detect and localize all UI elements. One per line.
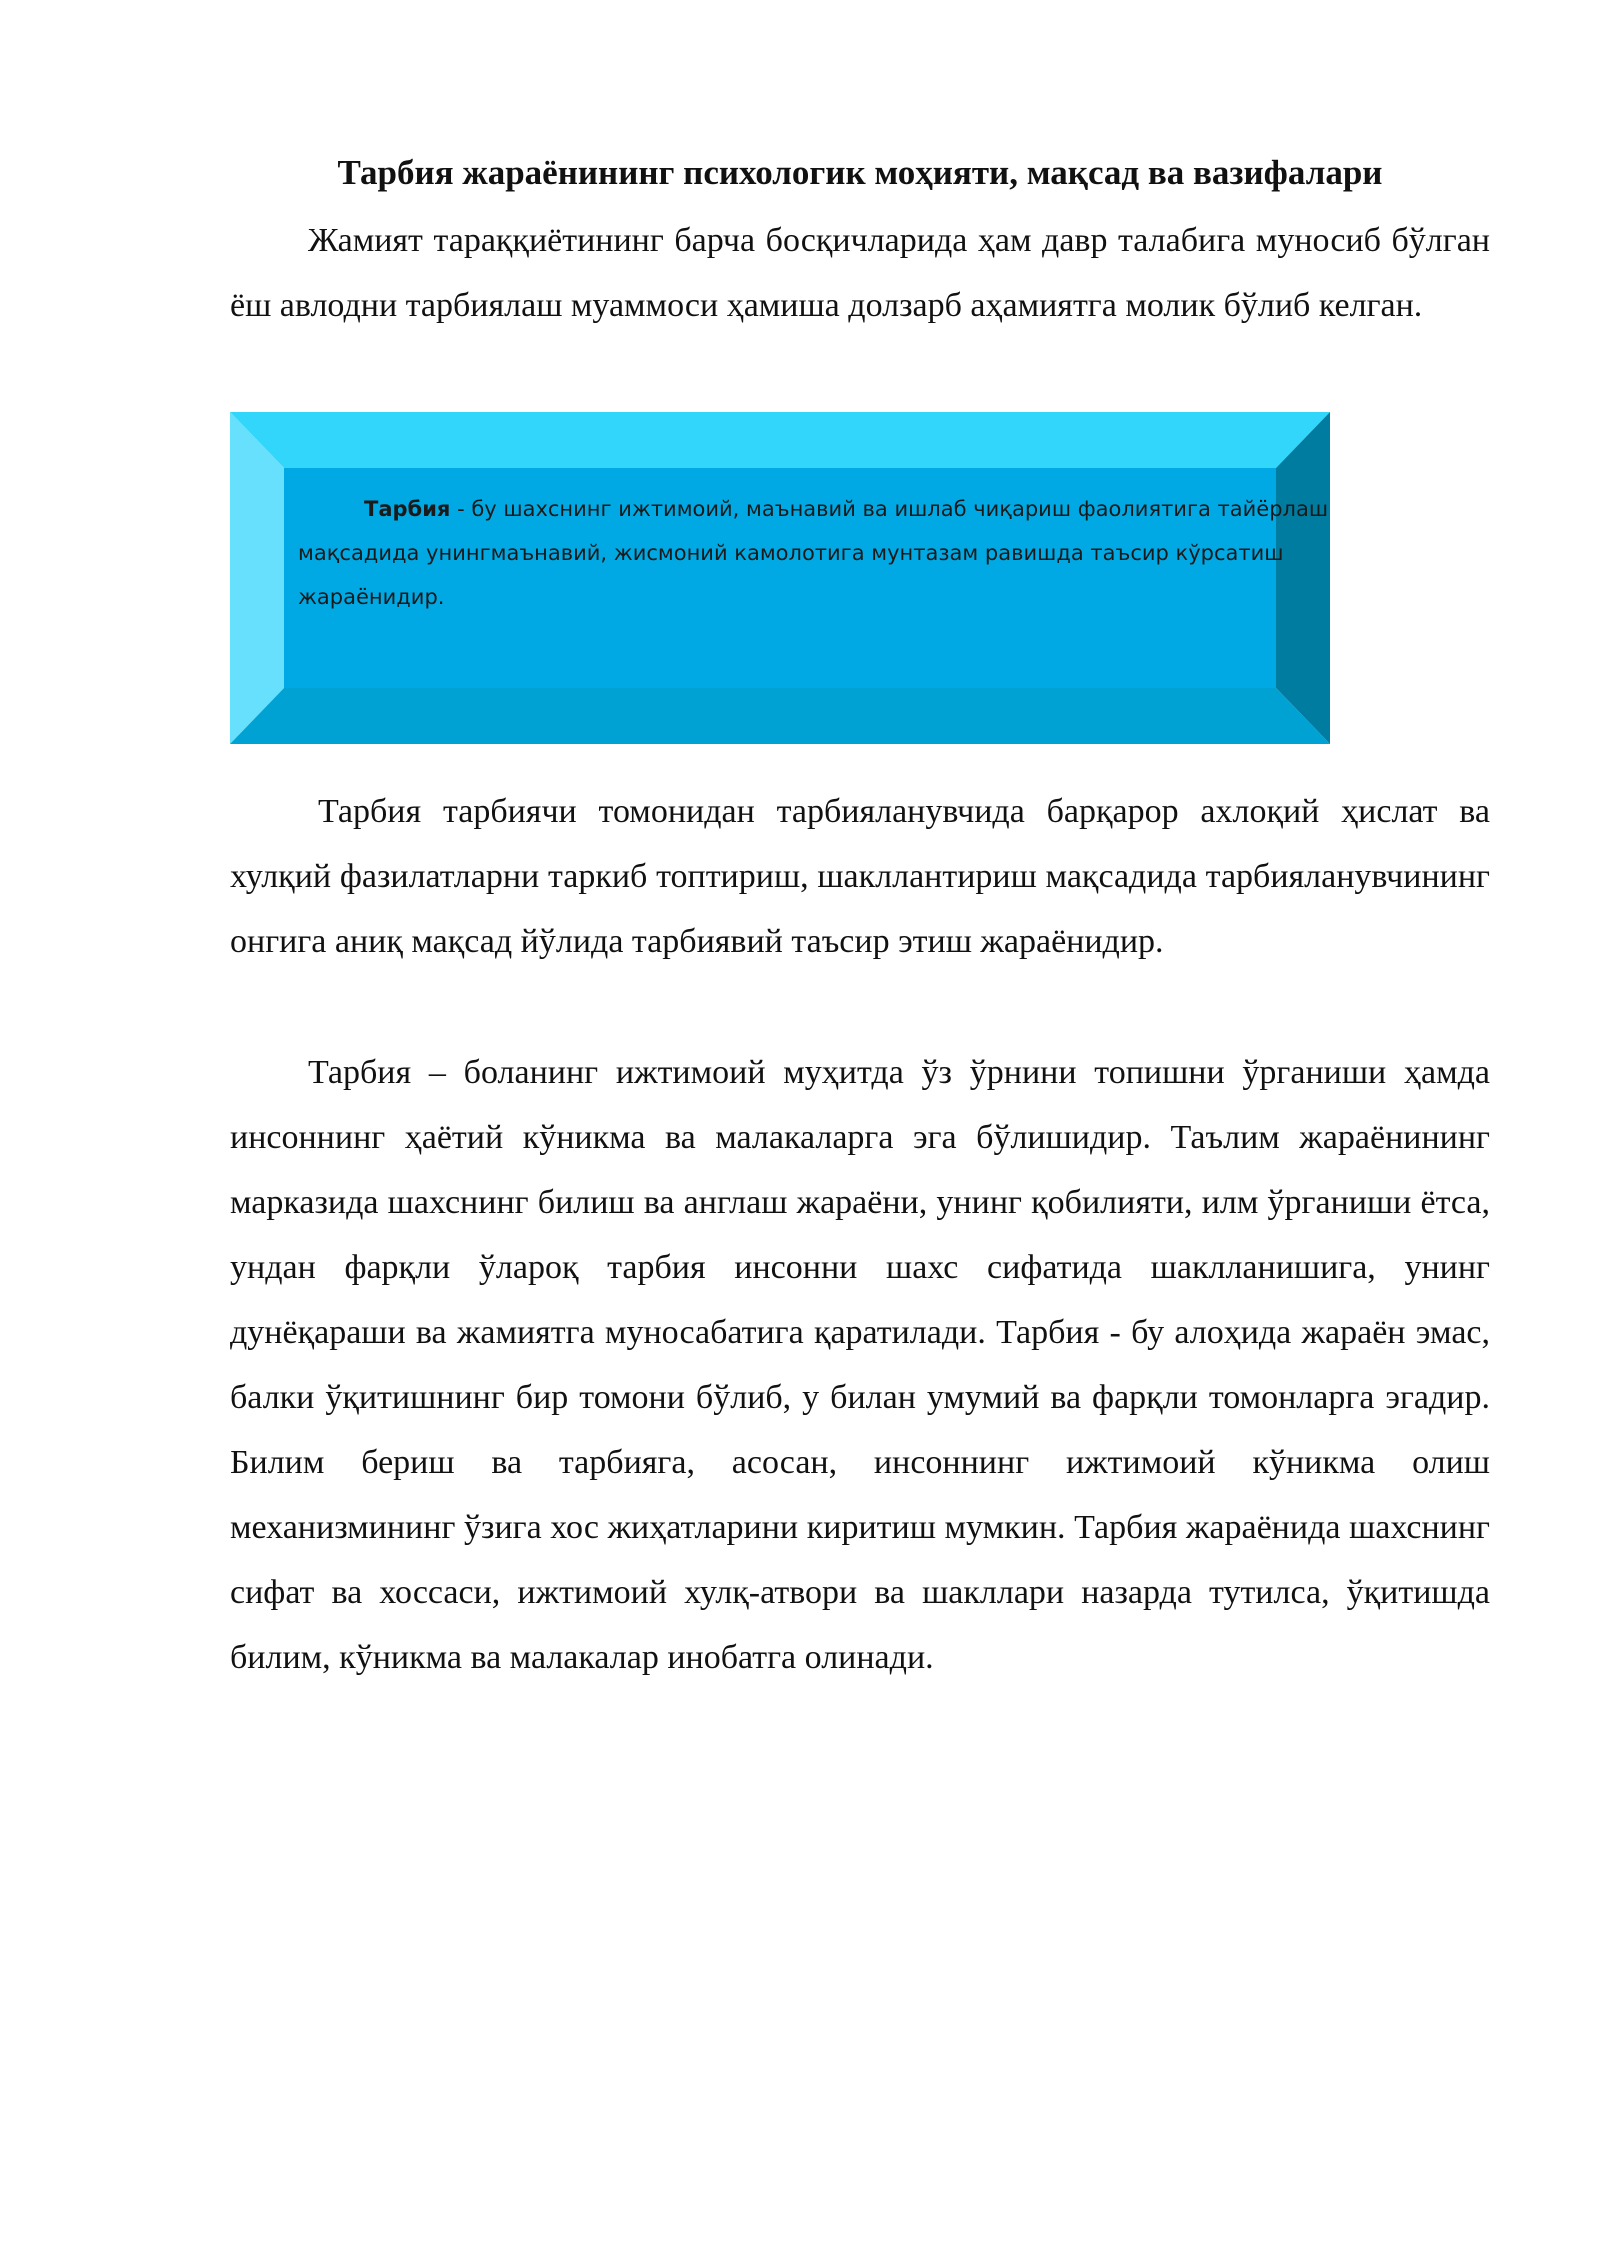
intro-paragraph: Жамият тараққиётининг барча босқичларида ҳам давр талабига муносиб бўлган ёш авлодни тарбиялаш муаммоси ҳамиша долзарб аҳамиятга молик бўлиб келган. — [230, 222, 1490, 324]
document-heading: Тарбия жараёнининг психологик моҳияти, мақсад ва вазифалари — [337, 153, 1383, 192]
bevel-left-face — [230, 412, 284, 744]
paragraph-2: Тарбия тарбиячи томонидан тарбияланувчида барқарор ахлоқий ҳислат ва хулқий фазилатларни таркиб топтириш, шакллантириш мақсадида тарбияланувчининг онгига аниқ мақсад йўлида тарбиявий таъсир этиш жараёнидир. — [230, 793, 1490, 960]
paragraph-3: Тарбия – боланинг ижтимоий муҳитда ўз ўрнини топишни ўрганиши ҳамда инсоннинг ҳаётий кўникма ва малакаларга эга бўлишидир. Таълим жараёнининг марказида шахснинг билиш ва англаш жараёни, унинг қобилияти, илм ўрганиши ётса, ундан фарқли ўлароқ тарбия инсонни шахс сифатида шаклланишига, унинг дунёқараши ва жамиятга муносабатига қаратилади. Тарбия - бу алоҳида жараён эмас, балки ўқитишнинг бир томони бўлиб, у билан умумий ва фарқли томонларга эгадир. Билим бериш ва тарбияга, асосан, инсоннинг ижтимоий кўникма олиш механизмининг ўзига хос жиҳатларини киритиш мумкин. Тарбия жараёнида шахснинг сифат ва хоссаси, ижтимоий хулқ-атвори ва шакллари назарда тутилса, ўқитишда билим, кўникма ва малакалар инобатга олинади. — [230, 1054, 1490, 1676]
bevel-top-face — [230, 412, 1330, 468]
definition-body: - бу шахснинг ижтимоий, маънавий ва ишлаб чиқариш фаолиятига тайёрлаш мақсадида унингмаънавий, жисмоний камолотига мунтазам равишда таъсир кўрсатиш жараёнидир. — [298, 497, 1329, 609]
definition-box — [230, 412, 1330, 744]
definition-term: Тарбия — [364, 497, 451, 521]
definition-text — [298, 487, 1358, 619]
bevel-bottom-face — [230, 688, 1330, 744]
